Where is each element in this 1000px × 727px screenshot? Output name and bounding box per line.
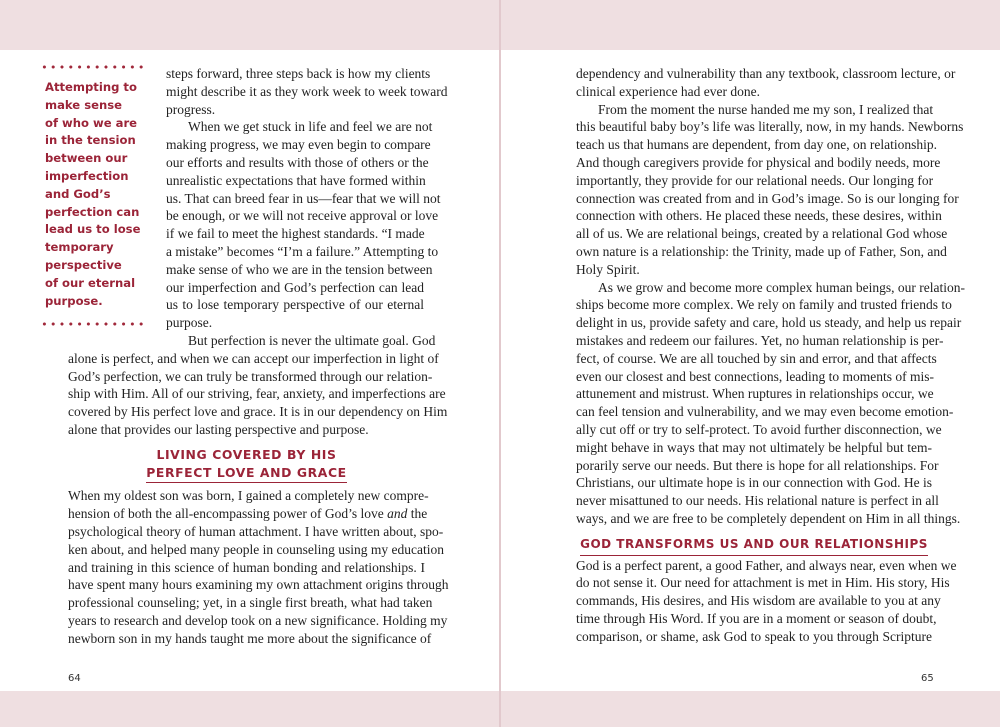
text-line: ships become more complex. We rely on family and trusted friends to bbox=[576, 297, 952, 313]
text-line: alone is perfect, and when we can accept our imperfection in light of bbox=[68, 350, 439, 366]
text-line: might behave in ways that may not ultimately be helpful but tem- bbox=[576, 439, 932, 455]
text-line: if we fail to meet the highest standards. “I made bbox=[166, 226, 425, 242]
text-line: ship with Him. All of our striving, fear, anxiety, and imperfections are bbox=[68, 386, 446, 402]
text-run: the bbox=[407, 506, 428, 522]
text-line: God’s perfection, we can truly be transformed through our relation- bbox=[68, 368, 433, 384]
emphasis: and bbox=[387, 506, 408, 522]
text-line: delight in us, provide safety and care, hold us steady, and help us repair bbox=[576, 315, 962, 331]
text-line: newborn son in my hands taught me more about the significance of bbox=[68, 630, 432, 646]
pull-quote-top-rule bbox=[40, 65, 146, 69]
right-body bbox=[576, 65, 966, 646]
text-line: commands, His desires, and His wisdom are available to you at any bbox=[576, 593, 941, 609]
text-line: comparison, or shame, ask God to speak to you through Scripture bbox=[576, 628, 932, 644]
text-line: us. That can breed fear in us—fear that we will not bbox=[166, 190, 441, 206]
page-number-left: 64 bbox=[68, 673, 81, 684]
text-line: us to lose temporary perspective of our eternal bbox=[166, 297, 424, 313]
text-line: ken about, and helped many people in counseling using my education bbox=[68, 541, 445, 557]
text-line: and training in this science of human bonding and relationships. I bbox=[68, 559, 425, 575]
text-line bbox=[68, 505, 428, 523]
page-number-right: 65 bbox=[921, 673, 934, 684]
text-line: As we grow and become more complex human beings, our relation- bbox=[598, 279, 966, 295]
text-line: unrealistic expectations that have formed within bbox=[166, 172, 426, 188]
text-line: purpose. bbox=[166, 315, 213, 331]
left-body-wide bbox=[68, 332, 449, 648]
text-line: ally cut off or try to self-protect. To avoid further disconnection, we bbox=[576, 421, 942, 437]
text-line: But perfection is never the ultimate goal. God bbox=[188, 333, 436, 348]
text-line: making progress, we may even begin to compare bbox=[166, 137, 431, 153]
text-line: When we get stuck in life and feel we are not bbox=[188, 119, 433, 135]
text-line: this beautiful baby boy’s life was literally, now, in my hands. Newborns bbox=[576, 119, 964, 135]
text-line: make sense of who we are in the tension between bbox=[166, 261, 433, 277]
text-line: time through His Word. If you are in a moment or season of doubt, bbox=[576, 610, 937, 626]
text-line: porarily serve our needs. But there is hope for all relationships. For bbox=[576, 457, 939, 473]
pull-quote bbox=[38, 65, 150, 326]
section-heading-living-covered bbox=[68, 446, 425, 484]
text-line: covered by His perfect love and grace. It is in our dependency on Him bbox=[68, 404, 448, 420]
pull-quote-bottom-rule bbox=[40, 322, 146, 326]
text-line: ways, and we are free to be completely dependent on Him in all things. bbox=[576, 510, 961, 526]
text-line: God is a perfect parent, a good Father, and always near, even when we bbox=[576, 557, 957, 573]
text-line: do not sense it. Our need for attachment is met in Him. His story, His bbox=[576, 575, 950, 591]
text-run: hension of both the all-encompassing power of God’s love bbox=[68, 506, 388, 522]
text-line: a mistake” becomes “I’m a failure.” Attempting to bbox=[166, 243, 439, 259]
left-body-narrow bbox=[166, 65, 448, 332]
text-line: be enough, or we will not receive approval or love bbox=[166, 208, 439, 224]
text-line: Holy Spirit. bbox=[576, 261, 640, 277]
text-line: teach us that humans are dependent, from day one, on relationship. bbox=[576, 137, 938, 153]
book-gutter bbox=[499, 0, 501, 727]
text-line: mistakes and redeem our failures. Yet, no human relationship is per- bbox=[576, 332, 944, 348]
text-line: alone that provides our lasting perspective and purpose. bbox=[68, 421, 369, 437]
heading-line: LIVING COVERED BY HIS bbox=[156, 446, 337, 462]
text-line: importantly, they provide for our relational needs. Our longing for bbox=[576, 172, 934, 188]
text-line: clinical experience had ever done. bbox=[576, 83, 761, 99]
text-line: have spent many hours examining my own attachment origins through bbox=[68, 577, 449, 593]
text-line: years to research and develop took on a new significance. Holding my bbox=[68, 612, 448, 628]
text-line: might describe it as they work week to week toward bbox=[166, 83, 448, 99]
text-line: own nature is a relationship: the Trinity, made up of Father, Son, and bbox=[576, 243, 947, 259]
text-line: can feel tension and vulnerability, and we may even become emotion- bbox=[576, 404, 954, 420]
text-line: connection was created from and in God’s image. So is our longing for bbox=[576, 190, 959, 206]
text-line: Christians, our ultimate hope is in our connection with God. He is bbox=[576, 475, 932, 491]
text-line: fect, of course. We are all touched by sin and error, and that affects bbox=[576, 350, 937, 366]
text-line: steps forward, three steps back is how my clients bbox=[166, 66, 431, 81]
text-line: attunement and mistrust. When ruptures in relationships occur, we bbox=[576, 386, 934, 402]
heading-line: PERFECT LOVE AND GRACE bbox=[146, 464, 347, 484]
text-line: never misattuned to our needs. His relational nature is perfect in all bbox=[576, 493, 939, 509]
heading-line: GOD TRANSFORMS US AND OUR RELATIONSHIPS bbox=[580, 536, 928, 556]
text-line: dependency and vulnerability than any textbook, classroom lecture, or bbox=[576, 66, 956, 81]
text-line: professional counseling; yet, in a single first breath, what had taken bbox=[68, 595, 433, 611]
text-line: And though caregivers provide for physical and bodily needs, more bbox=[576, 154, 941, 170]
text-line: our imperfection and God’s perfection can lead bbox=[166, 279, 424, 295]
text-line: psychological theory of human attachment. I have written about, spo- bbox=[68, 523, 444, 539]
text-line: our efforts and results with those of others or the bbox=[166, 154, 429, 170]
section-heading-god-transforms bbox=[576, 536, 932, 556]
text-line: connection with others. He placed these needs, these desires, within bbox=[576, 208, 942, 224]
text-line: progress. bbox=[166, 101, 216, 117]
text-line: When my oldest son was born, I gained a completely new compre- bbox=[68, 488, 429, 504]
text-line: From the moment the nurse handed me my son, I realized that bbox=[598, 101, 934, 117]
text-line: all of us. We are relational beings, created by a relational God whose bbox=[576, 226, 948, 242]
text-line: even our closest and best connections, leading to moments of mis- bbox=[576, 368, 935, 384]
pull-quote-text: Attempting to make sense of who we are in the tension between our imperfection and God’s perfection can lead us to lose temporary perspective of our eternal purpose. bbox=[45, 80, 141, 308]
